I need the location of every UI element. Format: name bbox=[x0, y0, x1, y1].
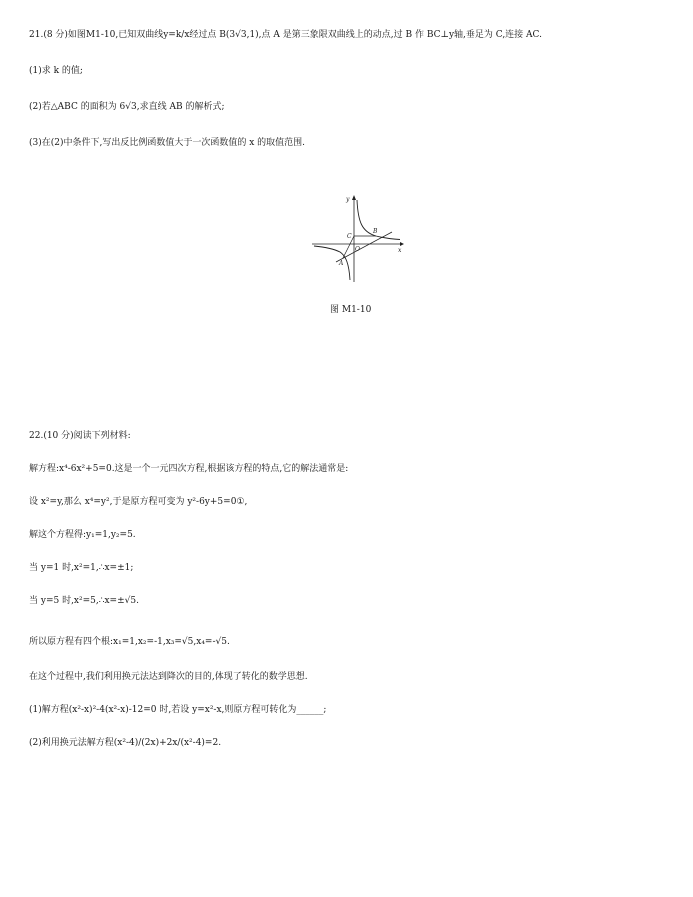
hyperbola-third-quadrant bbox=[314, 246, 350, 280]
figure-m1-10 bbox=[310, 192, 406, 284]
q21-stem: 21.(8 分)如图M1-10,已知双曲线y=k/x经过点 B(3√3,1),点 A 是第三象限双曲线上的动点,过 B 作 BC⊥y轴,垂足为 C,连接 AC. bbox=[29, 30, 542, 40]
hyperbola-first-quadrant bbox=[357, 200, 400, 240]
x-axis-arrow bbox=[400, 242, 404, 246]
label-c: C bbox=[347, 233, 352, 240]
q21-part2: (2)若△ABC 的面积为 6√3,求直线 AB 的解析式; bbox=[29, 102, 225, 112]
q22-line5: 当 y=5 时,x²=5,∴x=±√5. bbox=[29, 596, 139, 606]
label-y: y bbox=[346, 196, 350, 203]
q22-line7: 在这个过程中,我们利用换元法达到降次的目的,体现了转化的数学思想. bbox=[29, 672, 308, 682]
figure-graph bbox=[310, 192, 406, 284]
q22-line4: 当 y=1 时,x²=1,∴x=±1; bbox=[29, 563, 134, 573]
label-a: A bbox=[339, 260, 344, 267]
q22-question2: (2)利用换元法解方程(x²-4)/(2x)+2x/(x²-4)=2. bbox=[29, 738, 222, 748]
q22-line6: 所以原方程有四个根:x₁=1,x₂=-1,x₃=√5,x₄=-√5. bbox=[29, 637, 230, 647]
q21-part3: (3)在(2)中条件下,写出反比例函数值大于一次函数值的 x 的取值范围. bbox=[29, 138, 306, 148]
q22-line3: 解这个方程得:y₁=1,y₂=5. bbox=[29, 530, 136, 540]
line-ab bbox=[336, 232, 392, 262]
q22-question1: (1)解方程(x²-x)²-4(x²-x)-12=0 时,若设 y=x²-x,则原方程可转化为______; bbox=[29, 705, 327, 715]
label-b: B bbox=[373, 228, 378, 235]
y-axis-arrow bbox=[352, 195, 356, 200]
figure-caption: 图 M1-10 bbox=[330, 305, 372, 315]
q22-line2: 设 x²=y,那么 x⁴=y²,于是原方程可变为 y²-6y+5=0①, bbox=[29, 497, 248, 507]
label-x: x bbox=[398, 247, 402, 254]
label-o: O bbox=[355, 246, 360, 253]
q21-part1: (1)求 k 的值; bbox=[29, 66, 83, 76]
q22-stem: 22.(10 分)阅读下列材料: bbox=[29, 431, 131, 441]
q22-line1: 解方程:x⁴-6x²+5=0.这是一个一元四次方程,根据该方程的特点,它的解法通常是: bbox=[29, 464, 349, 474]
